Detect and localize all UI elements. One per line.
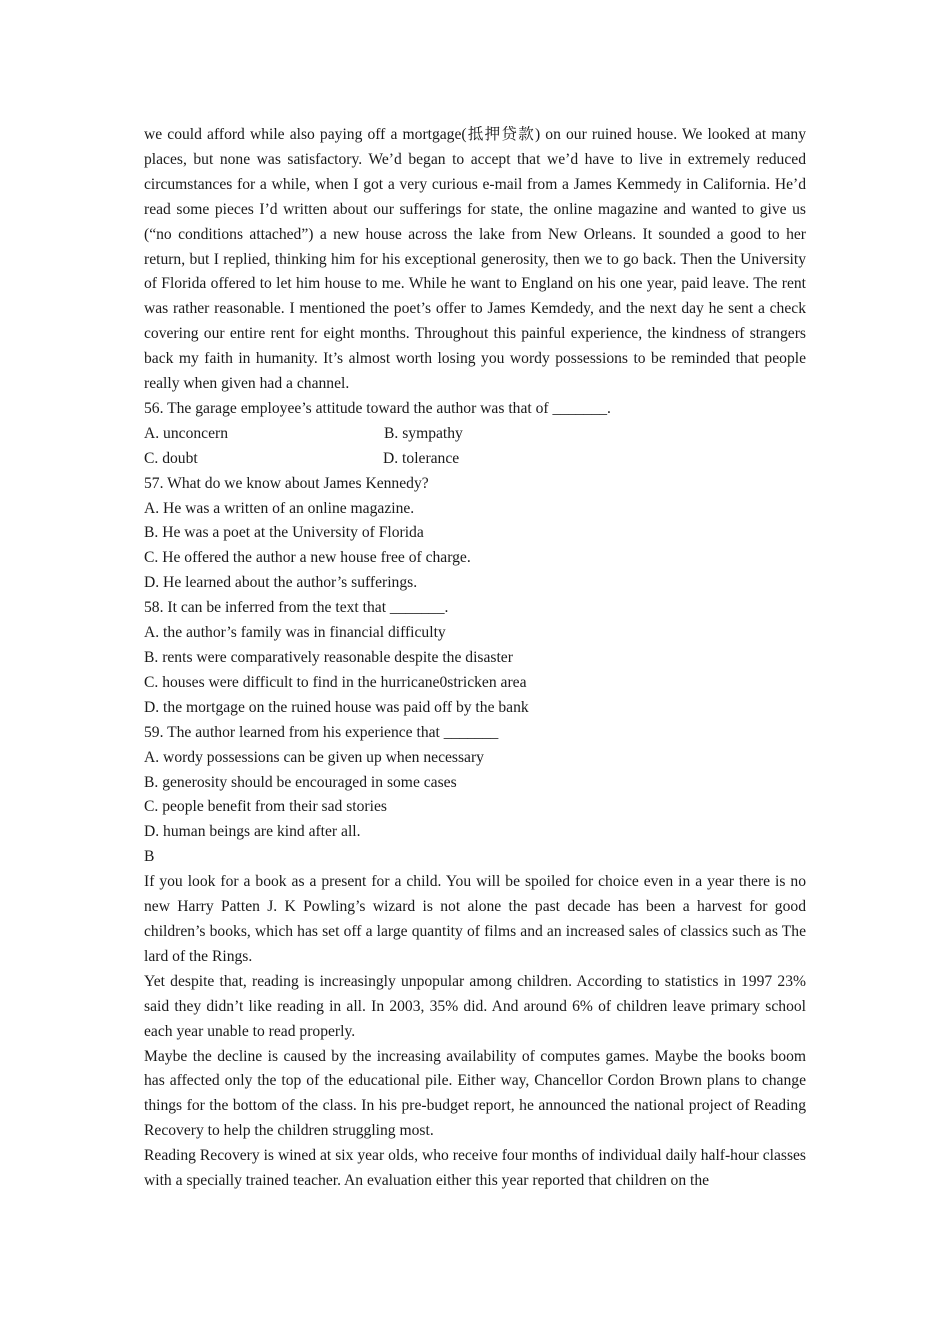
question-56-option-a: A. unconcern — [144, 424, 228, 442]
question-56-options-row-2 — [144, 447, 806, 472]
question-59-option-a: A. wordy possessions can be given up when necessary — [144, 748, 484, 766]
question-57-option-c: C. He offered the author a new house free of charge. — [144, 549, 471, 567]
passage-a-paragraph: we could afford while also paying off a mortgage(抵押贷款) on our ruined house. We looked at many places, but none was satisfactory. We’d began to accept that we’d have to live in extremely reduced circumstances for a while, when I got a very curious e-mail from a James Kemmedy in California. He’d read some pieces I’d written about our sufferings for state, the online magazine and wanted to give us (“no conditions attached”) a new house across the lake from New Orleans. It sounded a good to her return, but I replied, thinking him for his exceptional generosity, then we to go back. Then the University of Florida offered to let him house to me. While he want to England on his one year, paid leave. The rent was rather reasonable. I mentioned the poet’s offer to James Kemdedy, and the next day he sent a check covering our entire rent for eight months. Throughout this painful experience, the kindness of strangers back my faith in humanity. It’s almost worth losing you wordy possessions to be reminded that people really when given had a channel. — [144, 126, 806, 393]
question-57-option-d: D. He learned about the author’s sufferings. — [144, 574, 418, 592]
question-57-option-b: B. He was a poet at the University of Florida — [144, 524, 424, 542]
document-page — [144, 123, 806, 1194]
question-58-option-a: A. the author’s family was in financial difficulty — [144, 624, 446, 642]
question-56-option-c: C. doubt — [144, 449, 198, 467]
question-59-option-d: D. human beings are kind after all. — [144, 823, 361, 841]
passage-b-paragraph-1: If you look for a book as a present for a child. You will be spoiled for choice even in a year there is no new Harry Patten J. K Powling’s wizard is not alone the past decade has been a harvest for good children’s books, which has set off a large quantity of films and an increased sales of classics such as The lard of the Rings. — [144, 873, 806, 965]
question-58-stem: 58. It can be inferred from the text that _______. — [144, 599, 449, 617]
question-58-option-d: D. the mortgage on the ruined house was paid off by the bank — [144, 698, 529, 716]
question-58-option-b: B. rents were comparatively reasonable despite the disaster — [144, 649, 513, 666]
question-57-option-a: A. He was a written of an online magazine. — [144, 499, 415, 517]
question-59-option-c: C. people benefit from their sad stories — [144, 798, 387, 816]
passage-b-paragraph-2: Yet despite that, reading is increasingly unpopular among children. According to statistics in 1997 23% said they didn’t like reading in all. In 2003, 35% did. And around 6% of children leave primary school each year unable to read properly. — [144, 972, 806, 1040]
passage-b-paragraph-4: Reading Recovery is wined at six year olds, who receive four months of individual daily half-hour classes with a specially trained teacher. An evaluation either this year reported that children on the — [144, 1147, 806, 1190]
question-56-stem: 56. The garage employee’s attitude toward the author was that of _______. — [144, 399, 611, 417]
question-59-option-b: B. generosity should be encouraged in some cases — [144, 773, 457, 791]
passage-b-paragraph-3: Maybe the decline is caused by the increasing availability of computes games. Maybe the books boom has affected only the top of the educational pile. Either way, Chancellor Cordon Brown plans to change things for the bottom of the class. In his pre-budget report, he announced the national project of Reading Recovery to help the children struggling most. — [144, 1047, 806, 1140]
passage-b-heading: B — [144, 848, 155, 866]
question-57-stem: 57. What do we know about James Kennedy? — [144, 474, 429, 492]
question-56-option-b: B. sympathy — [384, 424, 463, 442]
question-59-stem: 59. The author learned from his experience that _______ — [144, 723, 499, 741]
question-58-option-c: C. houses were difficult to find in the hurricane0stricken area — [144, 673, 527, 691]
question-56-option-d: D. tolerance — [383, 449, 460, 467]
question-56-options-row-1 — [144, 422, 806, 447]
